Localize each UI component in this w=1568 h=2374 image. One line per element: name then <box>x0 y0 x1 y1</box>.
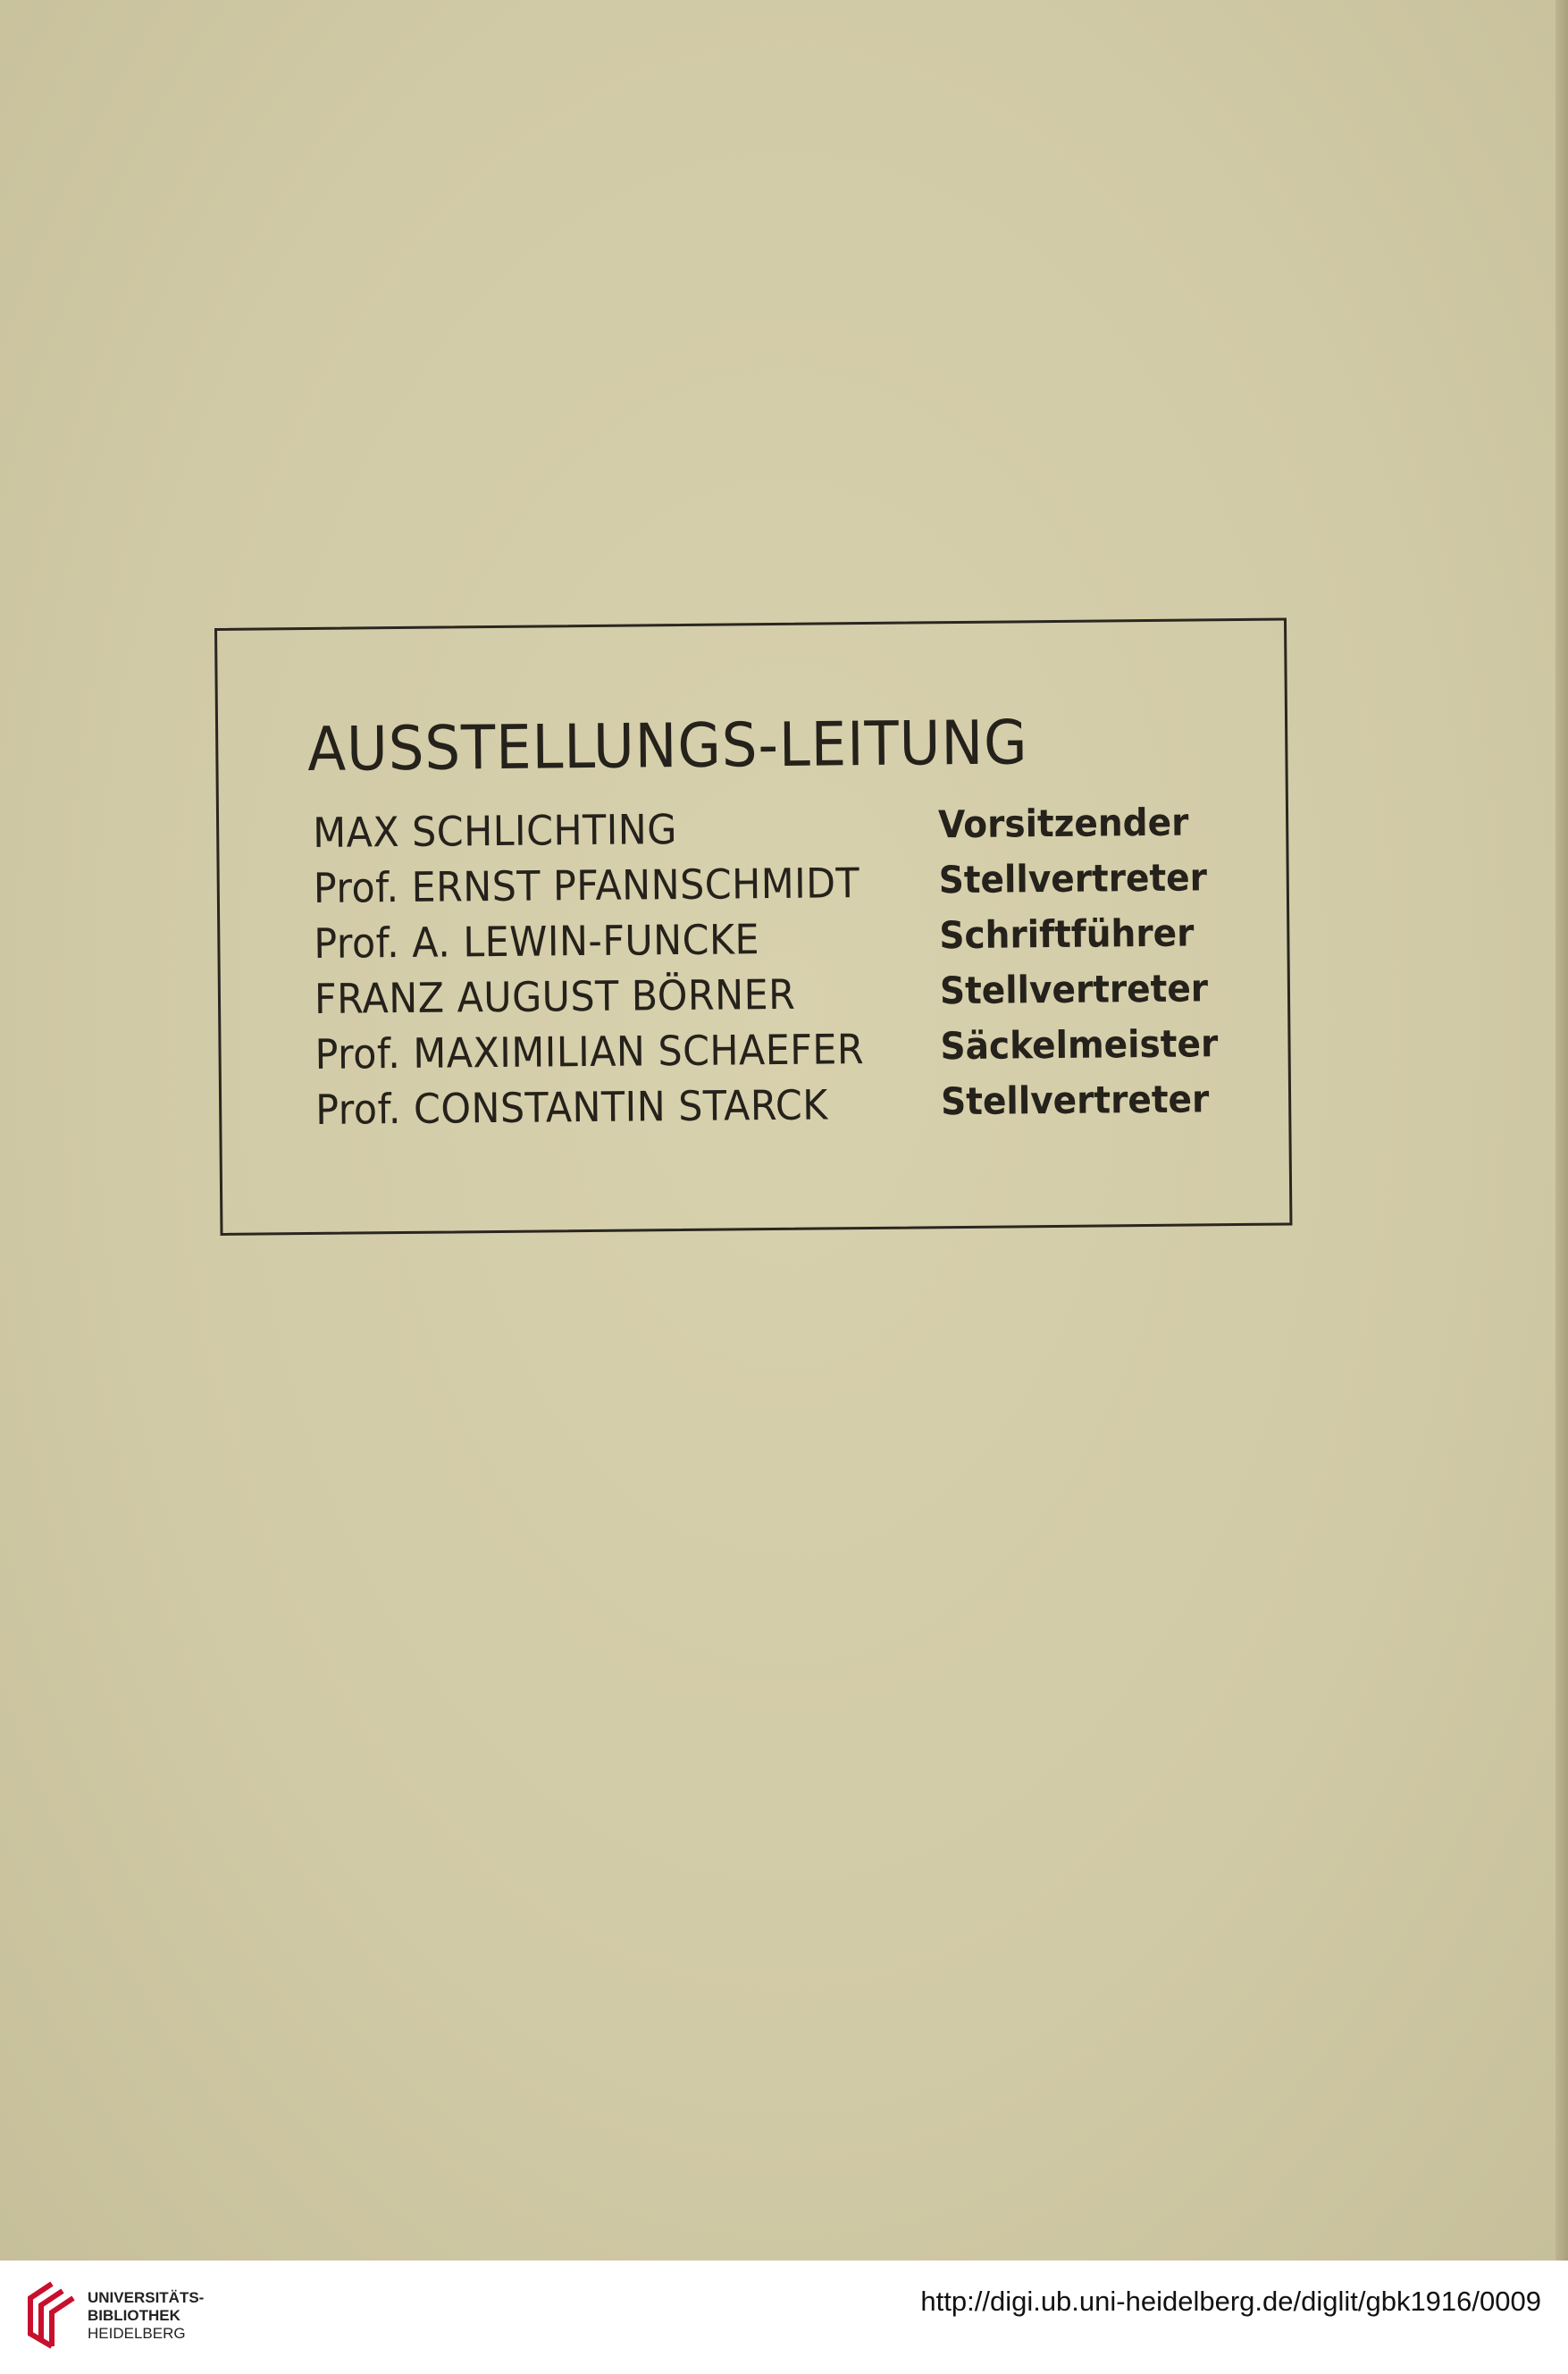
committee-heading: AUSSTELLUNGS-LEITUNG <box>306 708 1028 786</box>
member-row <box>313 800 1243 864</box>
member-role: Vorsitzender <box>937 800 1189 847</box>
library-name-line: UNIVERSITÄTS- <box>88 2289 205 2306</box>
library-name <box>88 2289 204 2343</box>
committee-roster <box>313 800 1245 1141</box>
member-name: Prof. MAXIMILIAN SCHAEFER <box>314 1025 865 1078</box>
library-name-line: HEIDELBERG <box>88 2325 186 2342</box>
page-edge <box>1555 0 1568 2261</box>
permalink-url[interactable]: http://digi.ub.uni-heidelberg.de/diglit/gbk1916/0009 <box>920 2286 1541 2317</box>
member-row <box>314 966 1245 1030</box>
ub-heidelberg-logo-icon <box>20 2278 79 2350</box>
member-name: FRANZ AUGUST BÖRNER <box>314 969 796 1023</box>
member-role: Stellvertreter <box>939 966 1209 1013</box>
member-role: Schriftführer <box>939 910 1195 958</box>
member-name: MAX SCHLICHTING <box>312 805 678 857</box>
library-name-line: BIBLIOTHEK <box>88 2307 180 2324</box>
member-name: Prof. ERNST PFANNSCHMIDT <box>313 859 860 912</box>
member-row <box>314 855 1244 919</box>
member-role: Säckelmeister <box>940 1021 1219 1069</box>
member-role: Stellvertreter <box>940 1077 1210 1124</box>
member-name: Prof. CONSTANTIN STARCK <box>314 1080 829 1134</box>
member-row <box>314 910 1244 975</box>
member-row <box>315 1077 1245 1141</box>
digitization-footer <box>0 2261 1568 2374</box>
member-role: Stellvertreter <box>938 855 1208 902</box>
committee-frame <box>214 617 1292 1235</box>
member-row <box>314 1021 1245 1086</box>
member-name: Prof. A. LEWIN-FUNCKE <box>314 915 760 968</box>
